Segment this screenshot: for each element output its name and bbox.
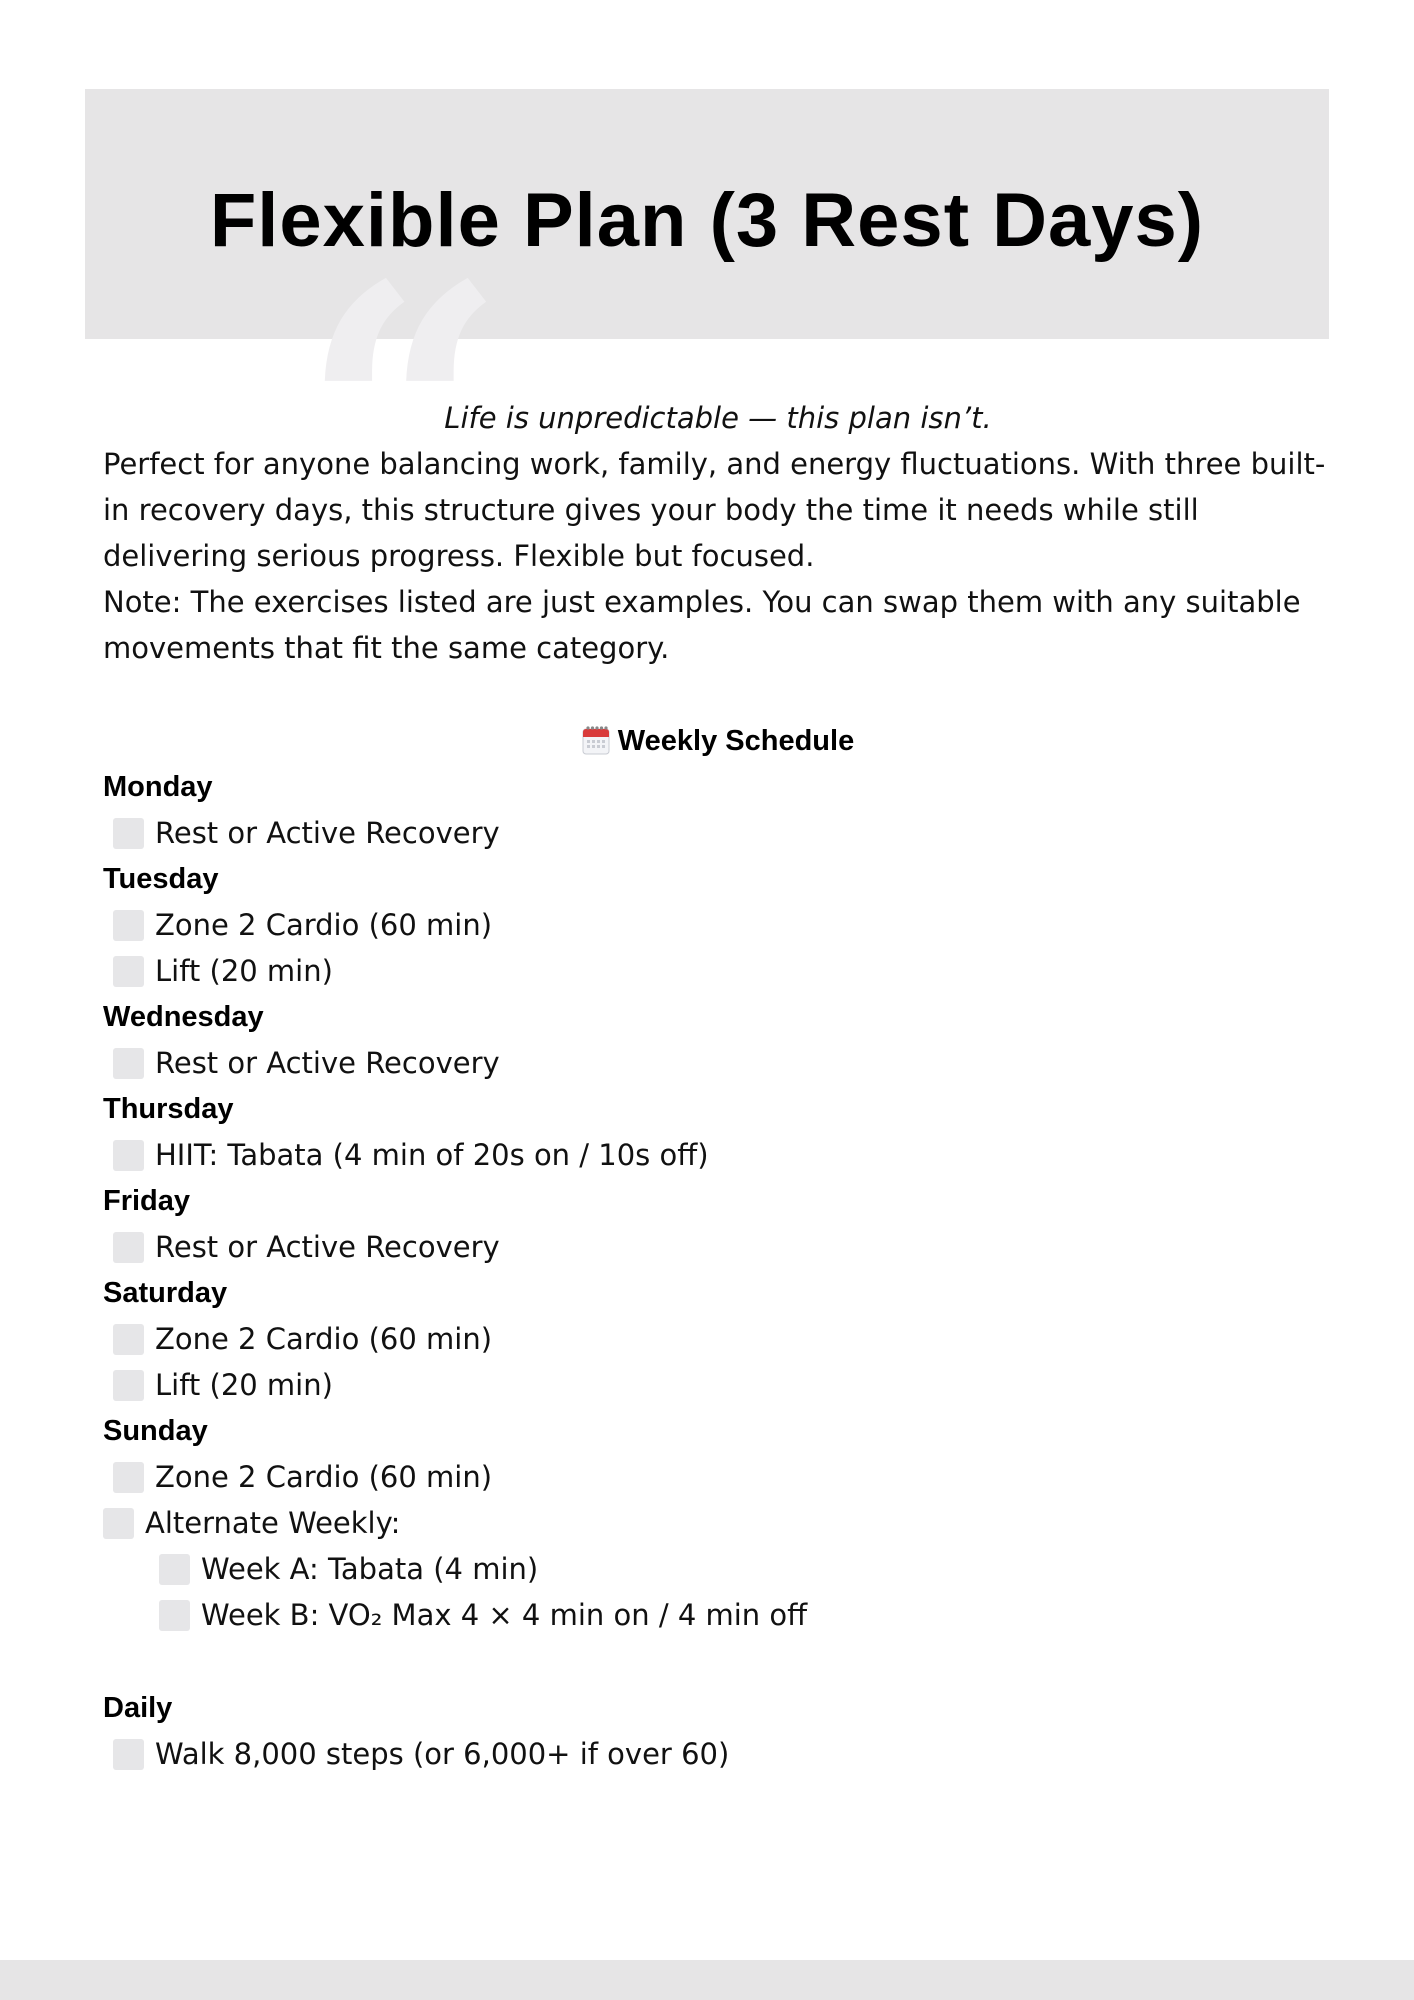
task-item	[103, 1454, 1333, 1500]
checkbox[interactable]	[159, 1554, 190, 1585]
checkbox[interactable]	[113, 910, 144, 941]
day-name: Monday	[103, 771, 213, 803]
day-saturday	[103, 1270, 1333, 1408]
alternate-option-week-a	[103, 1546, 1333, 1592]
day-sunday	[103, 1408, 1333, 1638]
checkbox[interactable]	[113, 956, 144, 987]
day-wednesday	[103, 994, 1333, 1086]
page-content	[103, 395, 1333, 1777]
checkbox[interactable]	[113, 1232, 144, 1263]
calendar-icon	[582, 725, 610, 755]
day-tuesday	[103, 856, 1333, 994]
task-label: Zone 2 Cardio (60 min)	[155, 908, 493, 942]
task-label: Alternate Weekly:	[145, 1506, 401, 1540]
task-label: Rest or Active Recovery	[155, 816, 500, 850]
tagline: Life is unpredictable — this plan isn’t.	[444, 401, 992, 435]
task-item	[103, 1362, 1333, 1408]
task-item	[103, 948, 1333, 994]
page-title: Flexible Plan (3 Rest Days)	[209, 178, 1205, 263]
alternate-option-week-b	[103, 1592, 1333, 1638]
day-name: Thursday	[103, 1093, 234, 1125]
day-name: Wednesday	[103, 1001, 264, 1033]
task-label: Rest or Active Recovery	[155, 1230, 500, 1264]
intro-note: Note: The exercises listed are just examples. You can swap them with any suitable movements that fit the same category.	[103, 585, 1301, 665]
task-item	[103, 1316, 1333, 1362]
day-monday	[103, 764, 1333, 856]
task-label: Zone 2 Cardio (60 min)	[155, 1460, 493, 1494]
quote-mark-icon: “	[300, 207, 488, 630]
task-item	[103, 902, 1333, 948]
weekly-schedule-title: Weekly Schedule	[617, 725, 855, 757]
day-name: Sunday	[103, 1415, 208, 1447]
task-label: Rest or Active Recovery	[155, 1046, 500, 1080]
day-name: Saturday	[103, 1277, 228, 1309]
checkbox[interactable]	[159, 1600, 190, 1631]
task-item	[103, 1132, 1333, 1178]
intro-paragraph: Perfect for anyone balancing work, family, and energy fluctuations. With three built-in recovery days, this structure gives your body the time it needs while still delivering serious progress. Flexible but focused.	[103, 447, 1326, 573]
footer-bar	[0, 1960, 1414, 2000]
checkbox[interactable]	[113, 1739, 144, 1770]
checkbox[interactable]	[113, 1370, 144, 1401]
checkbox[interactable]	[113, 1048, 144, 1079]
task-label: Lift (20 min)	[155, 1368, 333, 1402]
task-label: HIIT: Tabata (4 min of 20s on / 10s off)	[155, 1138, 709, 1172]
checkbox[interactable]	[113, 1324, 144, 1355]
task-label: Week B: VO₂ Max 4 × 4 min on / 4 min off	[201, 1598, 808, 1632]
daily-section	[103, 1685, 1333, 1777]
day-thursday	[103, 1086, 1333, 1178]
day-name: Friday	[103, 1185, 191, 1217]
alternate-weekly-item	[103, 1500, 1333, 1546]
task-label: Lift (20 min)	[155, 954, 333, 988]
task-item	[103, 1224, 1333, 1270]
checkbox[interactable]	[113, 1140, 144, 1171]
task-label: Walk 8,000 steps (or 6,000+ if over 60)	[155, 1737, 730, 1771]
task-item	[103, 810, 1333, 856]
checkbox[interactable]	[113, 818, 144, 849]
task-item	[103, 1040, 1333, 1086]
checkbox[interactable]	[113, 1462, 144, 1493]
checkbox[interactable]	[103, 1508, 134, 1539]
day-name: Tuesday	[103, 863, 219, 895]
weekly-schedule-heading	[103, 718, 1333, 764]
day-name: Daily	[103, 1692, 173, 1724]
task-label: Week A: Tabata (4 min)	[201, 1552, 539, 1586]
task-item	[103, 1731, 1333, 1777]
task-label: Zone 2 Cardio (60 min)	[155, 1322, 493, 1356]
day-friday	[103, 1178, 1333, 1270]
